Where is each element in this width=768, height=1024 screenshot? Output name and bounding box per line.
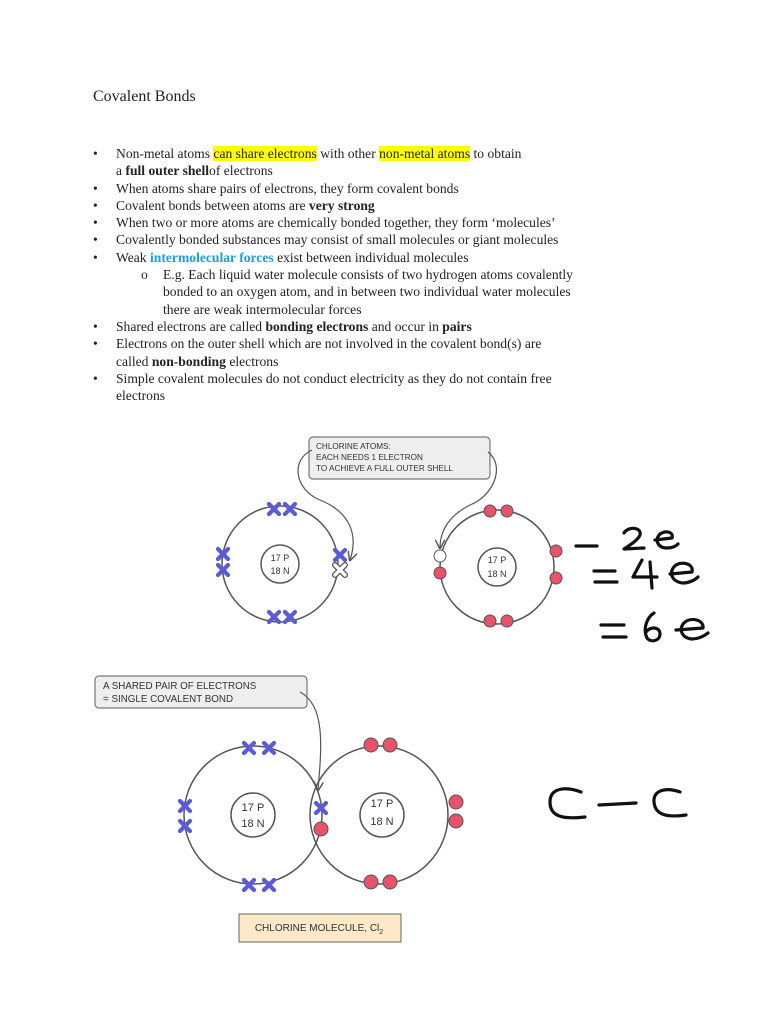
electron-dot [449, 795, 463, 809]
highlight: can share electrons [213, 146, 317, 161]
outer-shell [184, 746, 322, 884]
callout-box [309, 437, 490, 479]
electron-dot [364, 738, 378, 752]
svg-text:TO ACHIEVE A FULL OUTER SHELL: TO ACHIEVE A FULL OUTER SHELL [316, 464, 453, 473]
electron-dot [550, 572, 562, 584]
atom-right [310, 738, 463, 889]
empty-electron-dot [434, 550, 446, 562]
highlight: non-metal atoms [379, 146, 471, 161]
handwriting-equals-6e [601, 613, 708, 641]
list-item: • Non-metal atoms can share electrons with other non-metal atoms to obtain a full outer shellof electrons [93, 146, 522, 179]
atom-left [180, 743, 322, 890]
electron-cross [335, 550, 345, 560]
svg-text:CHLORINE ATOMS:: CHLORINE ATOMS: [316, 442, 391, 451]
page-title: Covalent Bonds [93, 88, 196, 105]
empty-electron-cross [335, 565, 345, 575]
diagram-chlorine-atoms [218, 437, 562, 627]
bullet: • [93, 180, 98, 196]
electron-dot [383, 875, 397, 889]
bullet: • [93, 370, 98, 386]
list-item: • Covalent bonds between atoms are very strong [93, 197, 375, 213]
electron-dot [501, 615, 513, 627]
list-item: • When atoms share pairs of electrons, they form covalent bonds [93, 180, 459, 196]
bullet: • [93, 197, 98, 213]
sub-list-item: o E.g. Each liquid water molecule consists of two hydrogen atoms covalently bonded to an oxygen atom, and in between two individual water molecules there are weak intermolecular forces [141, 267, 573, 317]
electron-cross [264, 743, 274, 753]
electron-cross [285, 504, 295, 514]
bullet: • [93, 146, 98, 161]
handwriting-equals-4e [594, 560, 698, 588]
bullet: • [93, 318, 98, 334]
callout-box [95, 676, 307, 708]
svg-text:18 N: 18 N [270, 566, 290, 576]
svg-text:18 N: 18 N [370, 816, 394, 828]
list-item: • When two or more atoms are chemically bonded together, they form ‘molecules’ [93, 215, 556, 231]
keyword-link: intermolecular forces [150, 249, 274, 265]
electron-dot [484, 615, 496, 627]
svg-text:CHLORINE MOLECULE, Cl2: CHLORINE MOLECULE, $Cl_2$ [254, 923, 384, 936]
outer-shell [222, 506, 338, 622]
diagram-chlorine-molecule [95, 676, 463, 942]
electron-dot [434, 567, 446, 579]
atom-left [218, 504, 345, 622]
caption-box [239, 914, 401, 942]
svg-text:EACH NEEDS 1 ELECTRON: EACH NEEDS 1 ELECTRON [316, 453, 423, 462]
handwriting-c-c [550, 789, 686, 818]
atom-right [434, 505, 562, 627]
svg-text:= SINGLE COVALENT BOND: = SINGLE COVALENT BOND [103, 694, 234, 705]
outer-shell [310, 746, 448, 884]
svg-text:18 N: 18 N [241, 818, 265, 830]
nucleus [478, 548, 516, 586]
list-item: • Electrons on the outer shell which are not involved in the covalent bond(s) are called non-bonding electrons [93, 336, 542, 369]
electron-cross [269, 504, 279, 514]
electron-dot [484, 505, 496, 517]
bullet: • [93, 249, 98, 265]
outer-shell [440, 510, 554, 624]
electron-dot [501, 505, 513, 517]
electron-dot [383, 738, 397, 752]
list-item: • Weak intermolecular forces exist between individual molecules [93, 249, 469, 265]
bullet: • [93, 336, 98, 352]
electron-cross [269, 612, 279, 622]
svg-text:17 P: 17 P [370, 798, 394, 810]
svg-text:17 P: 17 P [270, 553, 290, 563]
sub-bullet: o [141, 267, 148, 283]
electron-dot [550, 545, 562, 557]
list-item: • Covalently bonded substances may consist of small molecules or giant molecules [93, 232, 559, 248]
list-item: • Shared electrons are called bonding electrons and occur in pairs [93, 318, 472, 334]
handwriting-minus-2e [576, 528, 678, 549]
svg-text:17 P: 17 P [241, 802, 265, 814]
electron-cross [244, 880, 254, 890]
nucleus [231, 793, 275, 837]
electron-dot [314, 822, 328, 836]
bullet: • [93, 215, 98, 231]
electron-dot [364, 875, 378, 889]
svg-text:18 N: 18 N [487, 569, 507, 579]
nucleus [261, 545, 299, 583]
bullet: • [93, 232, 98, 248]
electron-dot [449, 814, 463, 828]
electron-cross [244, 743, 254, 753]
handwritten-notes [550, 528, 708, 818]
list-item: • Simple covalent molecules do not conduct electricity as they do not contain free electrons [93, 370, 552, 404]
shared-electron-pair [314, 803, 328, 836]
svg-text:17 P: 17 P [487, 555, 507, 565]
svg-text:A SHARED PAIR OF ELECTRONS: A SHARED PAIR OF ELECTRONS [103, 681, 257, 692]
